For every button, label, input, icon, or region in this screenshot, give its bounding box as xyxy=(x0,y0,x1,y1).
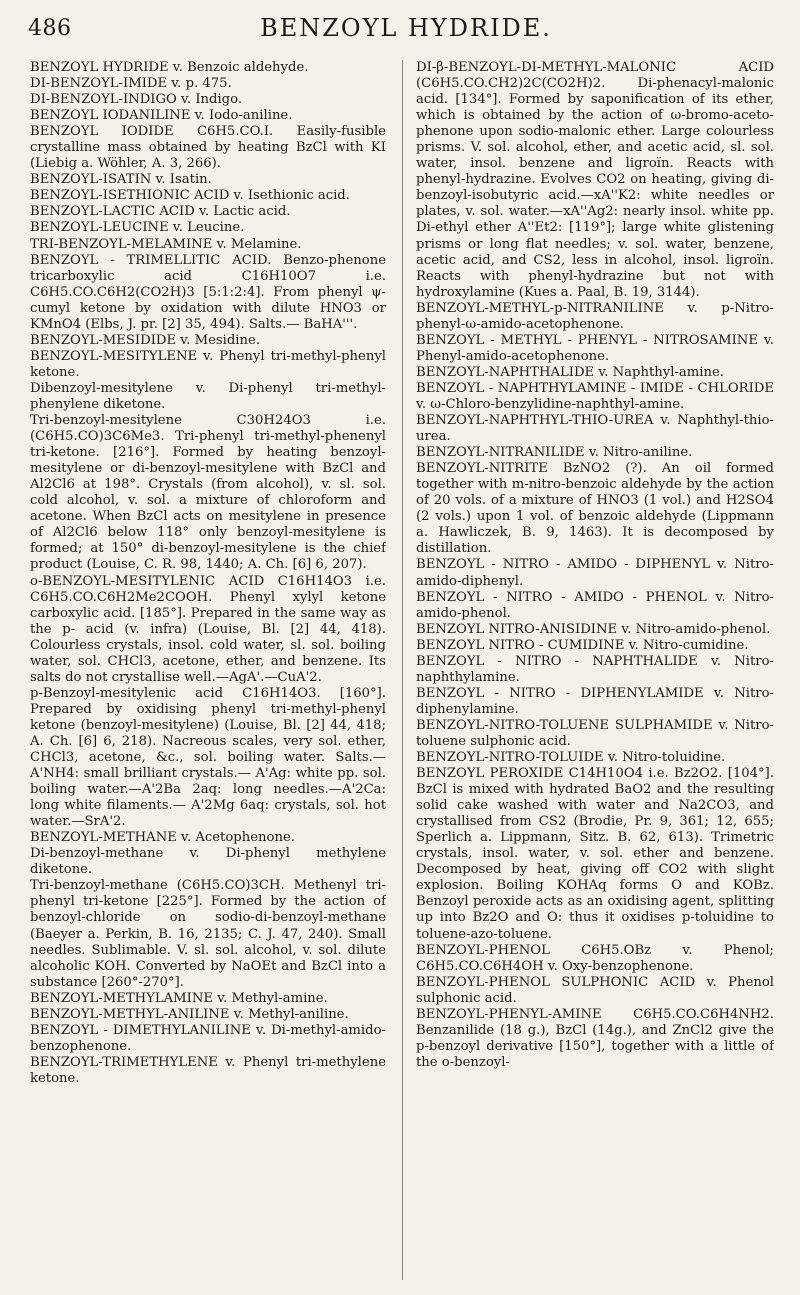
dictionary-entry: BENZOYL-NITRANILIDE v. Nitro-aniline. xyxy=(416,445,693,461)
dictionary-entry: BENZOYL-NITRO-TOLUENE SULPHAMIDE v. Nitro-toluene sulphonic acid. xyxy=(416,717,774,749)
dictionary-entry: Dibenzoyl-mesitylene v. Di-phenyl tri-methyl-phenylene diketone. xyxy=(30,380,386,412)
dictionary-entry: BENZOYL-NAPHTHALIDE v. Naphthyl-amine. xyxy=(416,364,724,380)
column-divider xyxy=(402,60,403,1280)
dictionary-entry: BENZOYL-PHENOL SULPHONIC ACID v. Phenol sulphonic acid. xyxy=(416,974,774,1006)
dictionary-entry: BENZOYL IODANILINE v. Iodo-aniline. xyxy=(30,108,293,124)
page-header xyxy=(26,12,786,46)
dictionary-entry: BENZOYL-METHYL-p-NITRANILINE v. p-Nitro-phenyl-ω-amido-acetophenone. xyxy=(416,300,774,332)
dictionary-entry: BENZOYL PEROXIDE C14H10O4 i.e. Bz2O2. [104°]. BzCl is mixed with hydrated BaO2 and the resulting solid cake washed with water and Na2CO3, and crystallised from CS2 (Brodie, Pr. 9, 361; 12, 655; Sperlich a. Lippmann, Sitz. B. 62, 613). Trimetric crystals, insol. water, v. sol. ether and benzene. Decomposed by heat, giving off CO2 with slight explosion. Boiling KOHAq forms O and KOBz. Benzoyl peroxide acts as an oxidising agent, splitting up into Bz2O and O: thus it oxidises p-toluidine to toluene-azo-toluene. xyxy=(416,766,774,942)
dictionary-entry: BENZOYL HYDRIDE v. Benzoic aldehyde. xyxy=(30,60,309,75)
dictionary-entry: DI-BENZOYL-IMIDE v. p. 475. xyxy=(30,76,232,92)
dictionary-entry: BENZOYL-LACTIC ACID v. Lactic acid. xyxy=(30,204,291,220)
dictionary-entry: o-BENZOYL-MESITYLENIC ACID C16H14O3 i.e. C6H5.CO.C6H2Me2COOH. Phenyl xylyl ketone carboxylic acid. [185°]. Prepared in the same way as the p- acid (v. infra) (Louise, Bl. [2] 44, 418). Colourless crystals, insol. cold water, sl. sol. boiling water, sol. CHCl3, acetone, ether, and benzene. Its salts do not crystallise well.—AgA'.—CuA'2. xyxy=(30,573,386,685)
dictionary-entry: BENZOYL-PHENOL C6H5.OBz v. Phenol; C6H5.CO.C6H4OH v. Oxy-benzophenone. xyxy=(416,942,774,974)
dictionary-entry: BENZOYL-MESIDIDE v. Mesidine. xyxy=(30,332,261,348)
dictionary-entry: BENZOYL NITRO - CUMIDINE v. Nitro-cumidine. xyxy=(416,637,749,653)
dictionary-entry: BENZOYL-NITRO-TOLUIDE v. Nitro-toluidine. xyxy=(416,750,726,766)
dictionary-entry: BENZOYL - NITRO - NAPHTHALIDE v. Nitro-naphthylamine. xyxy=(416,653,774,685)
dictionary-entry: BENZOYL-TRIMETHYLENE v. Phenyl tri-methylene ketone. xyxy=(30,1054,386,1086)
dictionary-entry: p-Benzoyl-mesitylenic acid C16H14O3. [160°]. Prepared by oxidising phenyl tri-methyl-phenyl ketone (benzoyl-mesitylene) (Louise, Bl. [2] 44, 418; A. Ch. [6] 6, 218). Nacreous scales, very sol. ether, CHCl3, acetone, &c., sol. boiling water. Salts.—A'NH4: small brilliant crystals.— A'Ag: white pp. sol. boiling water.—A'2Ba 2aq: long needles.—A'2Ca: long white filaments.— A'2Mg 6aq: crystals, sol. hot water.—SrA'2. xyxy=(30,685,386,830)
dictionary-entry: BENZOYL-METHYL-ANILINE v. Methyl-aniline. xyxy=(30,1006,349,1022)
dictionary-entry: TRI-BENZOYL-MELAMINE v. Melamine. xyxy=(30,236,302,252)
dictionary-entry: Tri-benzoyl-methane (C6H5.CO)3CH. Methenyl tri-phenyl tri-ketone [225°]. Formed by the action of benzoyl-chloride on sodio-di-benzoyl-methane (Baeyer a. Perkin, B. 16, 2135; C. J. 47, 240). Small needles. Sublimable. V. sl. sol. alcohol, v. sol. dilute alcoholic KOH. Converted by NaOEt and BzCl into a substance [260°-270°]. xyxy=(30,878,386,990)
dictionary-entry: BENZOYL - NITRO - DIPHENYLAMIDE v. Nitro-diphenylamine. xyxy=(416,685,774,717)
dictionary-entry: DI-BENZOYL-INDIGO v. Indigo. xyxy=(30,92,243,108)
left-column xyxy=(30,60,386,1290)
dictionary-entry: BENZOYL-METHANE v. Acetophenone. xyxy=(30,830,295,846)
dictionary-entry: BENZOYL IODIDE C6H5.CO.I. Easily-fusible crystalline mass obtained by heating BzCl with KI (Liebig a. Wöhler, A. 3, 266). xyxy=(30,124,386,172)
dictionary-entry: BENZOYL NITRO-ANISIDINE v. Nitro-amido-phenol. xyxy=(416,621,771,637)
dictionary-entry: BENZOYL - NAPHTHYLAMINE - IMIDE - CHLORIDE v. ω-Chloro-benzylidine-naphthyl-amine. xyxy=(416,380,774,412)
dictionary-entry: BENZOYL - NITRO - AMIDO - DIPHENYL v. Nitro-amido-diphenyl. xyxy=(416,557,774,589)
dictionary-entry: BENZOYL-NAPHTHYL-THIO-UREA v. Naphthyl-thio-urea. xyxy=(416,413,774,445)
dictionary-entry: BENZOYL-MESITYLENE v. Phenyl tri-methyl-phenyl ketone. xyxy=(30,348,386,380)
dictionary-entry: Di-benzoyl-methane v. Di-phenyl methylene diketone. xyxy=(30,846,386,878)
dictionary-entry: BENZOYL-NITRITE BzNO2 (?). An oil formed together with m-nitro-benzoic aldehyde by the action of 20 vols. of a mixture of HNO3 (1 vol.) and H2SO4 (2 vols.) upon 1 vol. of benzoic aldehyde (Lippmann a. Hawliczek, B. 9, 1463). It is decomposed by distillation. xyxy=(416,461,774,557)
dictionary-entry: BENZOYL-PHENYL-AMINE C6H5.CO.C6H4NH2. Benzanilide (18 g.), BzCl (14g.), and ZnCl2 give the p-benzoyl derivative [150°], together with a little of the o-benzoyl- xyxy=(416,1006,774,1070)
dictionary-page xyxy=(26,0,786,1295)
running-head: BENZOYL HYDRIDE. xyxy=(260,14,552,42)
dictionary-entry: BENZOYL-ISETHIONIC ACID v. Isethionic acid. xyxy=(30,188,350,204)
dictionary-entry: BENZOYL - METHYL - PHENYL - NITROSAMINE v. Phenyl-amido-acetophenone. xyxy=(416,332,774,364)
page-number: 486 xyxy=(28,16,72,41)
dictionary-entry: DI-β-BENZOYL-DI-METHYL-MALONIC ACID (C6H5.CO.CH2)2C(CO2H)2. Di-phenacyl-malonic acid. [134°]. Formed by saponification of its ether, which is obtained by the action of ω-bromo-aceto-phenone upon sodio-malonic ether. Large colourless prisms. V. sol. alcohol, ether, and acetic acid, sl. sol. water, insol. benzene and ligroïn. Reacts with phenyl-hydrazine. Evolves CO2 on heating, giving di-benzoyl-isobutyric acid.—xA''K2: white needles or plates, v. sol. water.—xA''Ag2: nearly insol. white pp. Di-ethyl ether A''Et2: [119°]; large white glistening prisms or long flat needles; v. sol. water, benzene, acetic acid, and CS2, less in alcohol, insol. ligroïn. Reacts with phenyl-hydrazine but not with hydroxylamine (Kues a. Paal, B. 19, 3144). xyxy=(416,60,774,300)
dictionary-entry: BENZOYL - NITRO - AMIDO - PHENOL v. Nitro-amido-phenol. xyxy=(416,589,774,621)
dictionary-entry: Tri-benzoyl-mesitylene C30H24O3 i.e. (C6H5.CO)3C6Me3. Tri-phenyl tri-methyl-phenenyl tri-ketone. [216°]. Formed by heating benzoyl-mesitylene or di-benzoyl-mesitylene with BzCl and Al2Cl6 at 198°. Crystals (from alcohol), v. sl. sol. cold alcohol, v. sol. a mixture of chloroform and acetone. When BzCl acts on mesitylene in presence of Al2Cl6 below 118° only benzoyl-mesitylene is formed; at 150° di-benzoyl-mesitylene is the chief product (Louise, C. R. 98, 1440; A. Ch. [6] 6, 207). xyxy=(30,413,386,573)
right-column xyxy=(416,60,774,1290)
dictionary-entry: BENZOYL - DIMETHYLANILINE v. Di-methyl-amido-benzophenone. xyxy=(30,1022,386,1054)
dictionary-entry: BENZOYL-LEUCINE v. Leucine. xyxy=(30,220,245,236)
dictionary-entry: BENZOYL - TRIMELLITIC ACID. Benzo-phenone tricarboxylic acid C16H10O7 i.e. C6H5.CO.C6H2(CO2H)3 [5:1:2:4]. From phenyl ψ-cumyl ketone by oxidation with dilute HNO3 or KMnO4 (Elbs, J. pr. [2] 35, 494). Salts.— BaHA'''. xyxy=(30,252,386,332)
dictionary-entry: BENZOYL-ISATIN v. Isatin. xyxy=(30,172,212,188)
dictionary-entry: BENZOYL-METHYLAMINE v. Methyl-amine. xyxy=(30,990,328,1006)
